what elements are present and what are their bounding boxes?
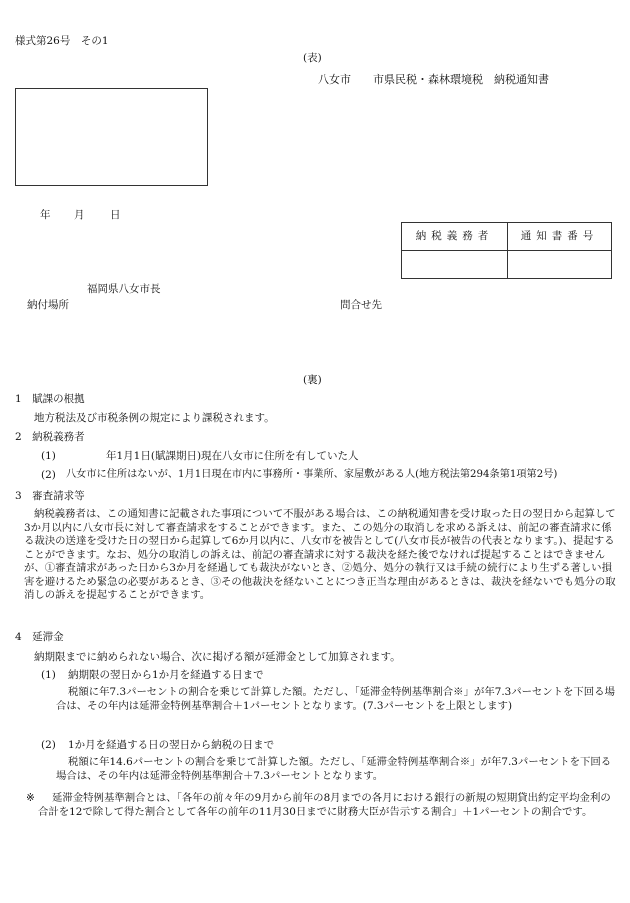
section-1-body: 地方税法及び市税条例の規定により課税されます。 (34, 412, 275, 424)
date-month: 月 (74, 209, 85, 221)
taxpayer-header: 納税義務者 (402, 223, 508, 251)
section-4-item-1-title: 納期限の翌日から1か月を経過する日まで (68, 669, 264, 681)
stamp-box (15, 88, 208, 186)
section-4-item-2-body: 税額に年14.6パーセントの割合を乗じて計算した額。ただし、「延滞金特例基準割合※」が年7.3パーセントを下回る場合は、その年内は延滞金特例基準割合＋7.3パーセントとなります。 (56, 756, 612, 782)
front-side-label: (表) (303, 52, 322, 64)
form-number: 様式第26号 その1 (15, 35, 109, 47)
note-mark: ※ (26, 792, 35, 804)
section-2-item-2-text: 八女市に住所はないが、1月1日現在市内に事務所・事業所、家屋敷がある人(地方税法第294条第1項第2号) (66, 469, 558, 480)
notice-number-cell (508, 251, 612, 279)
section-3-heading: 3 審査請求等 (15, 490, 85, 502)
note-body: 延滞金特例基準割合とは、「各年の前々年の9月から前年の8月までの各月における銀行の新規の短期貸出約定平均金利の合計を12で除して得た割合として各年の前年の11月30日までに財務大臣が告示する割合」＋1パーセントの割合です。 (38, 792, 611, 818)
back-side-label: (裏) (303, 374, 322, 386)
section-4-intro: 納期限までに納められない場合、次に掲げる額が延滞金として加算されます。 (34, 651, 401, 663)
section-3-body: 納税義務者は、この通知書に記載された事項について不服がある場合は、この納税通知書を受け取った日の翌日から起算して3か月以内に八女市長に対して審査請求をすることができます。また、この処分の取消しを求める訴えは、前記の審査請求に係る裁決の送達を受けた日の翌日から起算して6か月以内に、八女市を被告として(八女市長が被告の代表となります。)、提起することができます。なお、処分の取消しの訴えは、前記の審査請求に対する裁決を経た後でなければ提起することはできませんが、①審査請求があった日から3か月を経過しても裁決がないとき、②処分、処分の執行又は手続の続行により生ずる著しい損害を避けるため緊急の必要があるとき、③その他裁決を経ないことにつき正当な理由があるときは、裁決を経ないでも処分の取消しの訴えを提起することができます。 (24, 508, 616, 601)
section-4-heading: 4 延滞金 (15, 631, 64, 643)
section-1-heading: 1 賦課の根拠 (15, 393, 85, 405)
section-2-item-2-number: (2) (41, 469, 56, 481)
taxpayer-number-table (401, 222, 612, 279)
section-4-item-2-number: (2) (41, 739, 56, 751)
date-day: 日 (110, 209, 121, 221)
section-4-item-1-number: (1) (41, 669, 56, 681)
contact-label: 問合せ先 (340, 299, 382, 311)
section-4-item-2-title: 1か月を経過する日の翌日から納税の日まで (68, 739, 275, 751)
payment-place-label: 納付場所 (27, 299, 69, 311)
section-2-item-1-number: (1) (41, 450, 56, 462)
notice-number-header: 通知書番号 (508, 223, 612, 251)
section-2-item-1-text: 年1月1日(賦課期日)現在八女市に住所を有していた人 (106, 450, 359, 462)
taxpayer-cell (402, 251, 508, 279)
section-4-item-1-body: 税額に年7.3パーセントの割合を乗じて計算した額。ただし、「延滞金特例基準割合※」が年7.3パーセントを下回る場合は、その年内は延滞金特例基準割合＋1パーセントとなります。(7.3パーセントを上限とします) (56, 686, 615, 712)
date-year: 年 (40, 209, 51, 221)
notice-title: 八女市 市県民税・森林環境税 納税通知書 (318, 73, 549, 86)
issuer: 福岡県八女市長 (87, 283, 161, 295)
section-2-heading: 2 納税義務者 (15, 431, 85, 443)
